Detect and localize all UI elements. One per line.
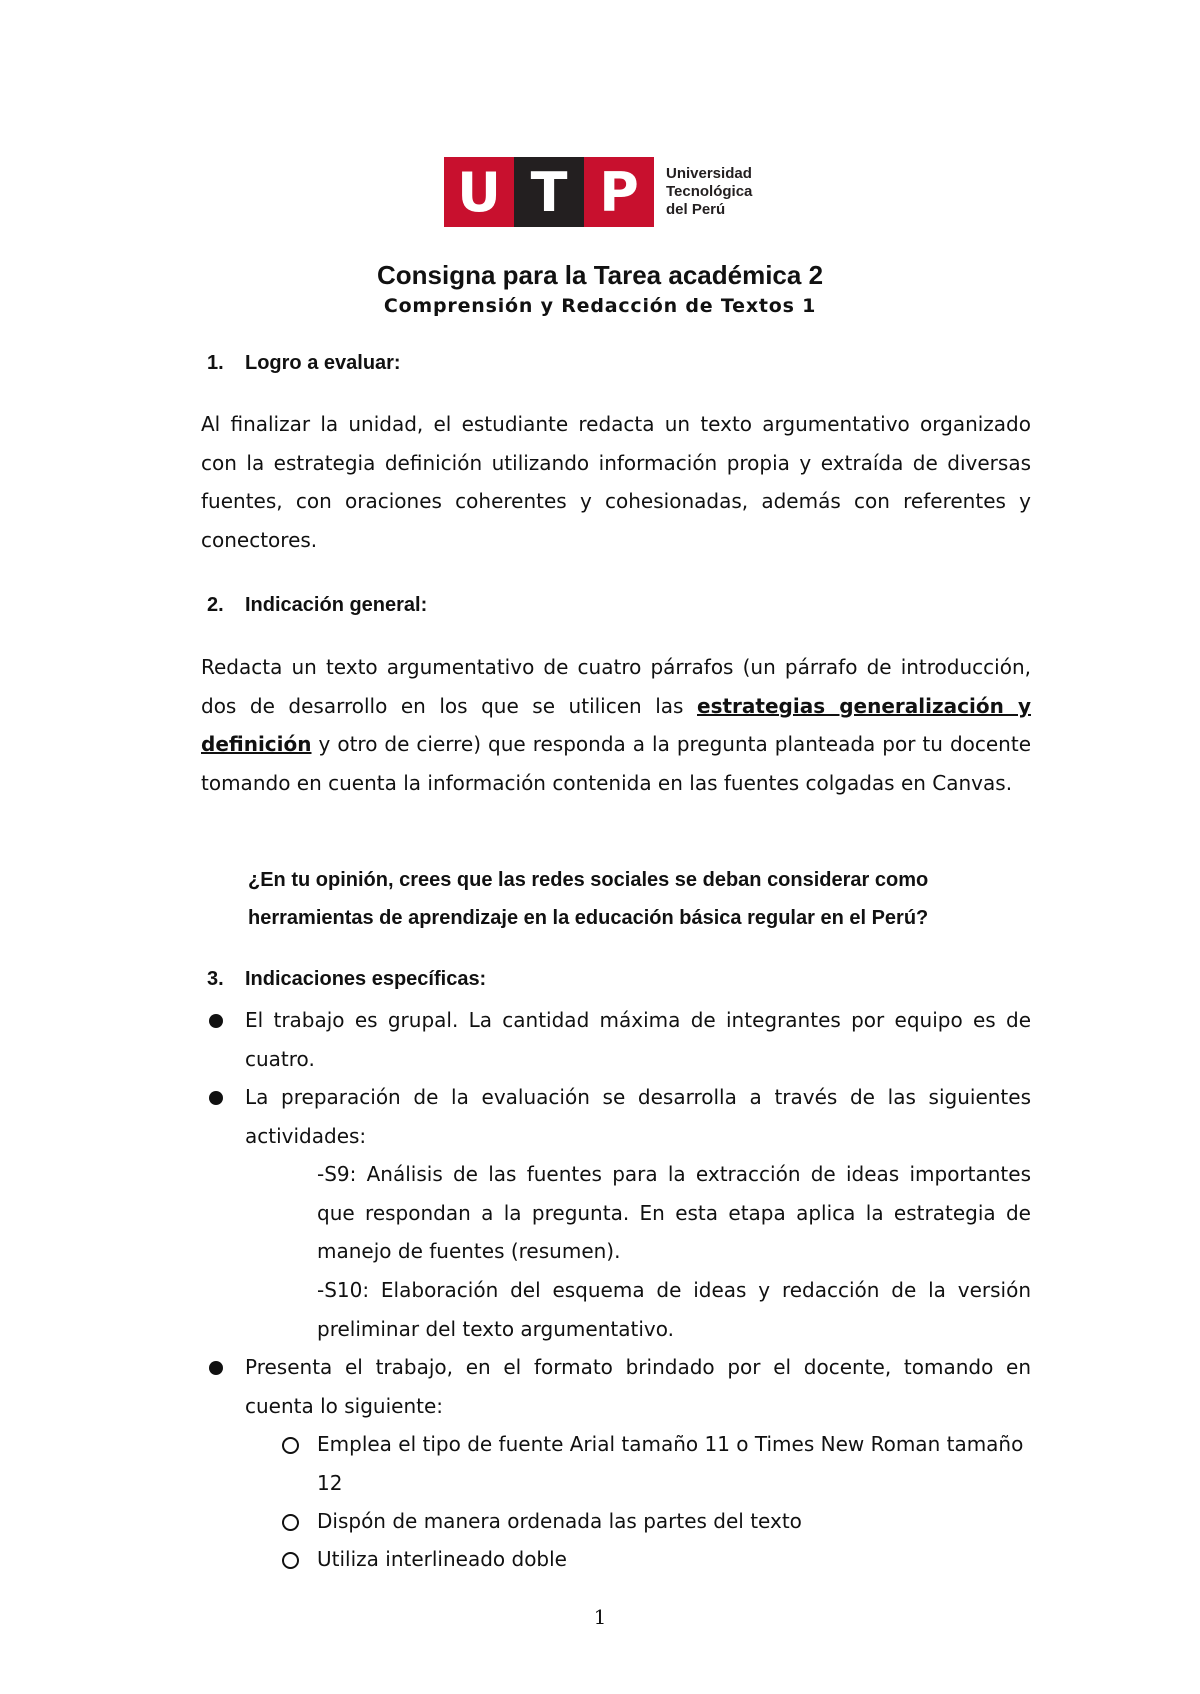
logo-line-1: Universidad	[666, 165, 752, 182]
logo-line-2: Tecnológica	[666, 183, 753, 200]
section-2-number: 2.	[207, 594, 224, 616]
section-2-text-start: Redacta un texto argumentativo de cuatro párrafos (un párrafo de introducción, dos de desarrollo en los que se utilicen las	[201, 655, 1031, 718]
sub-item-text: Dispón de manera ordenada las partes del texto	[317, 1509, 802, 1533]
bullet-dot-icon	[209, 1014, 223, 1028]
sub-item	[282, 1502, 1031, 1541]
sub-item	[282, 1425, 1031, 1502]
document-title: Consigna para la Tarea académica 2	[376, 260, 824, 290]
section-2-text-end: y otro de cierre) que responda a la pregunta planteada por tu docente tomando en cuenta la información contenida en las fuentes colgadas en Canvas.	[201, 732, 1031, 796]
logo-letter-p: P	[584, 157, 654, 227]
logo-wordmark	[666, 165, 752, 219]
logo-letter-t: T	[514, 157, 584, 227]
section-3-number: 3.	[207, 968, 224, 990]
hollow-circle-icon	[282, 1514, 299, 1531]
document-subtitle: Comprensión y Redacción de Textos 1	[383, 295, 817, 317]
strategies-emphasis: estrategias generalización y definición	[201, 693, 1031, 757]
bullet-item	[209, 1078, 1031, 1155]
section-1-text: Al finalizar la unidad, el estudiante redacta un texto argumentativo organizado con la estrategia definición utilizando información propia y extraída de diversas fuentes, con oraciones coherentes y cohesionadas, además con referentes y conectores.	[201, 412, 1031, 553]
bullet-dot-icon	[209, 1091, 223, 1105]
bullet-item	[209, 1001, 1031, 1078]
hollow-circle-icon	[282, 1437, 299, 1454]
activity-s9: -S9: Análisis de las fuentes para la extracción de ideas importantes que respondan a la pregunta. En esta etapa aplica la estrategia de manejo de fuentes (resumen).	[317, 1162, 1031, 1264]
section-3-title: Indicaciones específicas:	[245, 968, 487, 990]
section-1-number: 1.	[207, 352, 224, 374]
bullet-text: Presenta el trabajo, en el formato brindado por el docente, tomando en cuenta lo siguiente:	[245, 1355, 1031, 1418]
activity-s10: -S10: Elaboración del esquema de ideas y redacción de la versión preliminar del texto argumentativo.	[317, 1278, 1031, 1341]
sub-item-text: Emplea el tipo de fuente Arial tamaño 11 o Times New Roman tamaño 12	[317, 1432, 1024, 1495]
sub-item	[282, 1540, 1031, 1579]
section-2-heading	[207, 594, 427, 617]
logo-line-3: del Perú	[666, 201, 726, 218]
section-2-text	[201, 648, 1031, 803]
bullet-dot-icon	[209, 1361, 223, 1375]
bullet-item	[209, 1348, 1031, 1425]
section-3-heading	[207, 968, 486, 991]
hollow-circle-icon	[282, 1552, 299, 1569]
bullet-text: La preparación de la evaluación se desarrolla a través de las siguientes actividades:	[245, 1085, 1031, 1148]
page-number: 1	[593, 1605, 607, 1629]
guiding-question: ¿En tu opinión, crees que las redes sociales se deban considerar como herramientas de aprendizaje en la educación básica regular en el Perú?	[248, 869, 929, 929]
logo-letter-u: U	[444, 157, 514, 227]
section-1-heading	[207, 352, 401, 375]
section-2-title: Indicación general:	[245, 594, 428, 616]
section-1-title: Logro a evaluar:	[245, 352, 401, 374]
logo-mark	[444, 157, 654, 227]
sub-item-text: Utiliza interlineado doble	[317, 1547, 567, 1571]
utp-logo	[444, 157, 752, 227]
bullet-text: El trabajo es grupal. La cantidad máxima de integrantes por equipo es de cuatro.	[245, 1008, 1031, 1071]
